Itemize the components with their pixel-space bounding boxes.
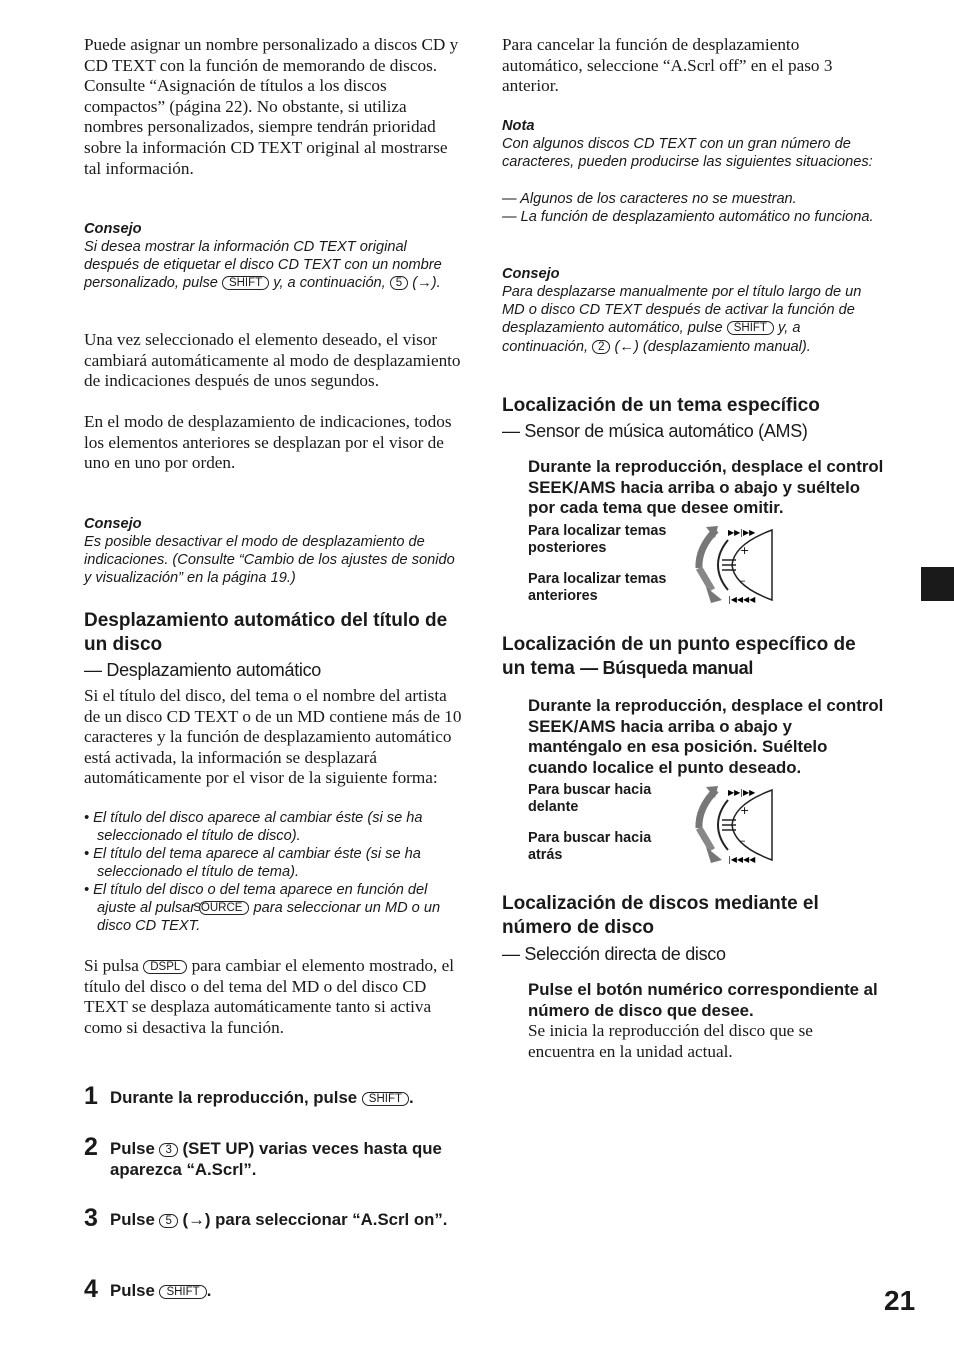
section-heading: Localización de un punto específico de un tema — Búsqueda manual [502,634,856,679]
svg-text:–: – [740,574,746,587]
section-heading: Desplazamiento automático del título de un disco [84,610,448,655]
shift-key: SHIFT [222,276,269,290]
instruction: Durante la reproducción, desplace el control SEEK/AMS hacia arriba o abajo y suéltelo por cada tema que desee omitir. [528,457,884,517]
svg-text:+: + [740,804,750,817]
section-subheading: — Búsqueda manual [580,658,754,678]
key-5: 5 [159,1214,177,1228]
svg-text:▶▶|▶▶: ▶▶|▶▶ [728,788,756,797]
paragraph: Para cancelar la función de desplazamiento automático, seleccione “A.Scrl off” en el paso 3 anterior. [502,35,833,96]
step-number: 3 [84,1204,98,1232]
intro-paragraph: Puede asignar un nombre personalizado a discos CD y CD TEXT con la función de memorando de discos. Consulte “Asignación de títulos a los discos compactos” (página 22). No obstante, si utiliza nombres personalizados, siempre tendrán prioridad sobre la información CD TEXT original al mostrarse tal información. [84,35,459,178]
svg-text:–: – [740,834,746,847]
tip-text: Para desplazarse manualmente por el título largo de un MD o disco CD TEXT después de activar la función de desplazamiento automático, pulse SHIFT y, a continuación, 2 (←) (desplazamiento manual). [502,284,862,355]
tip-title: Consejo [502,266,560,282]
note-title: Nota [502,118,535,134]
step-number: 2 [84,1133,98,1161]
seek-ams-hold-diagram [692,784,782,866]
step-text: Durante la reproducción, pulse SHIFT . [110,1088,414,1107]
paragraph: Una vez seleccionado el elemento deseado, el visor cambiará automáticamente al modo de desplazamiento de indicaciones después de unos segundos. [84,330,461,391]
diagram-label: Para localizar temas anteriores [528,571,667,604]
key-3: 3 [159,1143,177,1157]
tip-text: Si desea mostrar la información CD TEXT original después de etiquetar el disco CD TEXT con un nombre personalizado, pulse SHIFT y, a continuación, 5 (→). [84,239,442,292]
section-subheading: — Sensor de música automático (AMS) [502,421,808,441]
key-5: 5 [390,276,408,290]
paragraph: Si pulsa DSPL para cambiar el elemento mostrado, el título del disco o del tema del MD o del disco CD TEXT se desplaza automáticamente tanto si activa como si desactiva la función. [84,956,455,1037]
step-number: 1 [84,1082,98,1110]
paragraph: Se inicia la reproducción del disco que se encuentra en la unidad actual. [528,1021,813,1061]
section-subheading: — Selección directa de disco [502,944,726,964]
tip-title: Consejo [84,516,142,532]
step-text: Pulse 5 (→) para seleccionar “A.Scrl on”. [110,1210,448,1229]
section-heading: Localización de discos mediante el número de disco [502,893,819,938]
section-heading: Localización de un tema específico [502,395,820,416]
section-tab-marker [921,567,954,601]
diagram-label: Para buscar hacia atrás [528,830,652,863]
seek-ams-control-diagram [692,524,782,606]
section-subheading: — Desplazamiento automático [84,660,322,680]
paragraph: Si el título del disco, del tema o el nombre del artista de un disco CD TEXT o de un MD contiene más de 10 caracteres y la función de desplazamiento automático está activada, la información se desplazará automáticamente por el visor de la siguiente forma: [84,686,462,788]
svg-text:|◀◀◀◀: |◀◀◀◀ [728,595,756,604]
paragraph: En el modo de desplazamiento de indicaciones, todos los elementos anteriores se desplazan por el visor de uno en uno por orden. [84,412,452,473]
diagram-label: Para buscar hacia delante [528,782,652,815]
tip-text: Es posible desactivar el modo de desplazamiento de indicaciones. (Consulte “Cambio de los ajustes de sonido y visualización” en la página 19.) [84,534,455,587]
diagram-label: Para localizar temas posteriores [528,523,667,556]
bullet-item: • El título del disco aparece al cambiar éste (si se ha seleccionado el título de disco). [84,810,423,845]
dspl-key: DSPL [143,960,187,974]
note-item: — Algunos de los caracteres no se muestran. [502,191,797,207]
note-item: — La función de desplazamiento automático no funciona. [502,209,874,225]
instruction: Pulse el botón numérico correspondiente al número de disco que desee. [528,980,878,1020]
svg-text:▶▶|▶▶: ▶▶|▶▶ [728,528,756,537]
bullet-item: • El título del tema aparece al cambiar éste (si se ha seleccionado el título de tema). [84,846,421,881]
instruction: Durante la reproducción, desplace el control SEEK/AMS hacia arriba o abajo y manténgalo en esa posición. Suéltelo cuando localice el punto deseado. [528,696,884,777]
key-2: 2 [592,340,610,354]
step-text: Pulse 3 (SET UP) varias veces hasta que aparezca “A.Scrl”. [110,1139,442,1179]
note-text: Con algunos discos CD TEXT con un gran número de caracteres, pueden producirse las siguientes situaciones: [502,136,873,171]
bullet-item: • El título del disco o del tema aparece en función del ajuste al pulsar SOURCE para seleccionar un MD o un disco CD TEXT. [84,882,441,935]
shift-key: SHIFT [727,321,774,335]
tip-title: Consejo [84,221,142,237]
source-key: SOURCE [199,901,249,915]
page-number: 21 [884,1285,916,1316]
step-number: 4 [84,1275,98,1303]
shift-key: SHIFT [362,1092,409,1106]
step-text: Pulse SHIFT . [110,1281,212,1300]
svg-text:|◀◀◀◀: |◀◀◀◀ [728,855,756,864]
svg-text:+: + [740,544,750,557]
shift-key: SHIFT [159,1285,206,1299]
